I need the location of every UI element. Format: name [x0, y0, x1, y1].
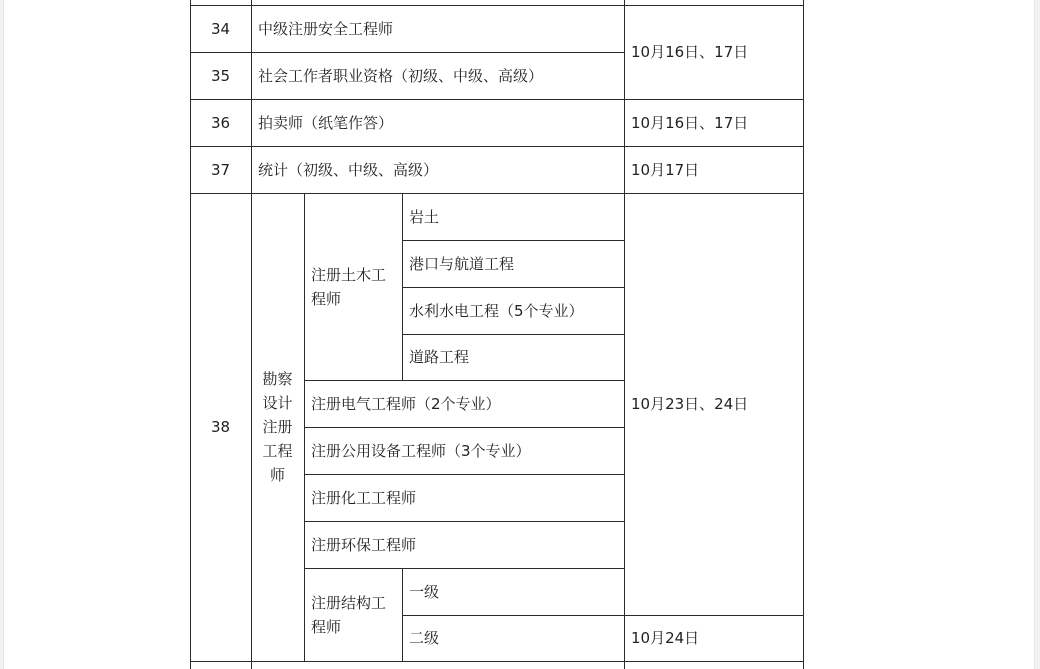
grid-line [190, 99, 804, 100]
chemical-engineer: 注册化工工程师 [311, 488, 417, 507]
row-number: 36 [210, 113, 231, 132]
structural-level-1: 一级 [409, 582, 440, 601]
grid-line [190, 193, 804, 194]
structural-level-2: 二级 [409, 629, 440, 647]
exam-date: 10月17日 [631, 160, 700, 179]
grid-line [304, 568, 624, 569]
exam-date: 10月23日、24日 [631, 395, 749, 413]
utility-engineer: 注册公用设备工程师（3个专业） [311, 441, 531, 460]
exam-date: 10月16日、17日 [631, 113, 749, 132]
row-number: 35 [210, 66, 231, 85]
grid-line [803, 0, 804, 669]
grid-line [304, 474, 624, 475]
exam-date: 10月24日 [631, 629, 700, 647]
row-number: 38 [210, 418, 231, 436]
grid-line [402, 240, 624, 241]
row-number: 34 [210, 19, 231, 38]
grid-line [190, 52, 624, 53]
electrical-engineer: 注册电气工程师（2个专业） [311, 394, 501, 413]
grid-line [402, 615, 804, 616]
exam-date: 10月16日、17日 [631, 43, 749, 61]
grid-line [402, 568, 403, 661]
civil-sub-port: 港口与航道工程 [409, 254, 515, 273]
grid-line [190, 0, 191, 669]
grid-line [624, 0, 625, 669]
civil-sub-road: 道路工程 [409, 348, 470, 366]
grid-line [304, 521, 624, 522]
grid-line [190, 661, 804, 662]
environmental-engineer: 注册环保工程师 [311, 535, 417, 554]
row-number: 37 [210, 160, 231, 179]
grid-line [402, 334, 624, 335]
grid-line [304, 427, 624, 428]
grid-line [304, 193, 305, 661]
exam-name: 统计（初级、中级、高级） [258, 160, 439, 179]
civil-sub-hydro: 水利水电工程（5个专业） [409, 301, 584, 320]
civil-engineer-label: 注册土木工程师 [311, 265, 387, 308]
exam-name: 社会工作者职业资格（初级、中级、高级） [258, 66, 544, 85]
category-label: 勘察设计注册工程师 [262, 370, 293, 484]
grid-line [304, 380, 624, 381]
grid-line [402, 193, 403, 380]
grid-line [402, 287, 624, 288]
grid-line [251, 0, 252, 669]
exam-name: 拍卖师（纸笔作答） [258, 113, 394, 132]
grid-line [190, 146, 804, 147]
exam-name: 中级注册安全工程师 [258, 19, 394, 38]
civil-sub-geotech: 岩土 [409, 207, 440, 226]
structural-engineer-label: 注册结构工程师 [311, 593, 387, 636]
grid-line [190, 5, 804, 6]
